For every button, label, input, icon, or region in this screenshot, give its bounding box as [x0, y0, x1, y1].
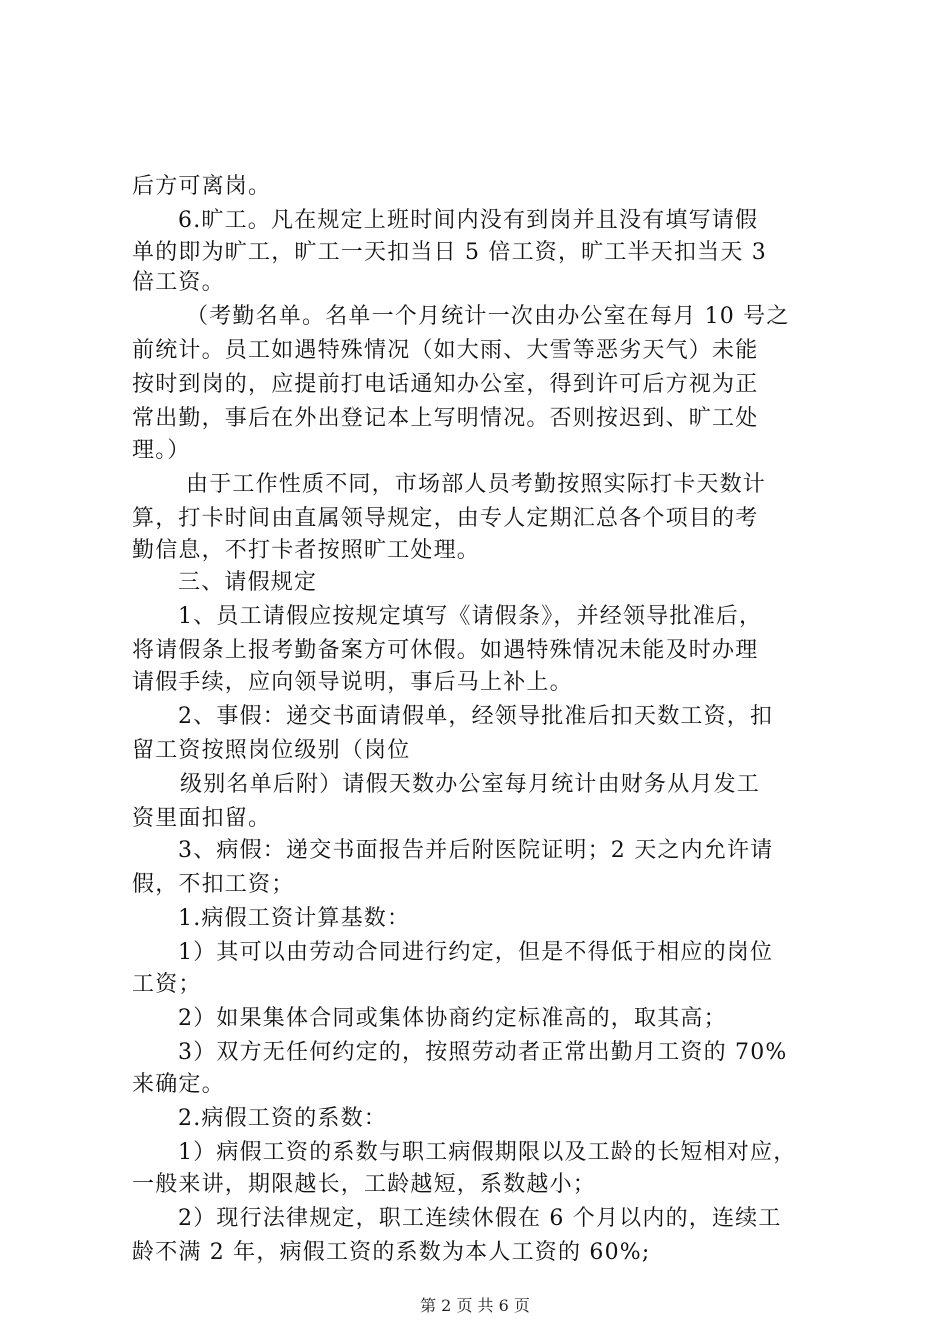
text-line: 后方可离岗。 [132, 174, 272, 199]
text-line: 由于工作性质不同，市场部人员考勤按照实际打卡天数计 [186, 472, 767, 497]
text-line: 3、病假：递交书面报告并后附医院证明；2 天之内允许请 [178, 838, 774, 863]
section-heading: 三、请假规定 [178, 570, 318, 595]
text-line: 单的即为旷工，旷工一天扣当日 5 倍工资，旷工半天扣当天 3 [132, 240, 767, 265]
text-line: 1、员工请假应按规定填写《请假条》，并经领导批准后， [178, 604, 763, 629]
text-line: 2）如果集体合同或集体协商约定标准高的，取其高； [178, 1006, 727, 1031]
text-line: 工资； [132, 972, 202, 997]
text-line: 勤信息，不打卡者按照旷工处理。 [132, 538, 481, 563]
text-line: 将请假条上报考勤备案方可休假。如遇特殊情况未能及时办理 [132, 638, 759, 663]
text-line: 2、事假：递交书面请假单，经领导批准后扣天数工资，扣 [178, 704, 774, 729]
text-line: 2）现行法律规定，职工连续休假在 6 个月以内的，连续工 [178, 1206, 782, 1231]
text-line: 龄不满 2 年，病假工资的系数为本人工资的 60%; [132, 1240, 651, 1265]
text-line: 一般来讲，期限越长，工龄越短，系数越小； [132, 1172, 597, 1197]
text-line: 1）病假工资的系数与职工病假期限以及工龄的长短相对应， [178, 1140, 797, 1165]
text-line: 1）其可以由劳动合同进行约定，但是不得低于相应的岗位 [178, 940, 774, 965]
text-line: 3）双方无任何约定的，按照劳动者正常出勤月工资的 70% [178, 1040, 788, 1065]
text-line: 资里面扣留。 [132, 806, 272, 831]
page-indicator: 第 2 页 共 6 页 [420, 1296, 530, 1315]
subheading: 1.病假工资计算基数： [178, 906, 411, 931]
text-line: 留工资按照岗位级别（岗位 [132, 738, 411, 763]
text-line: 常出勤，事后在外出登记本上写明情况。否则按迟到、旷工处 [132, 406, 759, 431]
text-line: 级别名单后附）请假天数办公室每月统计由财务从月发工 [180, 772, 761, 797]
text-line: 倍工资。 [132, 270, 225, 295]
text-line: 请假手续，应向领导说明，事后马上补上。 [132, 670, 573, 695]
text-line: 算，打卡时间由直属领导规定，由专人定期汇总各个项目的考 [132, 506, 759, 531]
text-line: 假，不扣工资； [132, 872, 295, 897]
text-line: 理。） [132, 438, 191, 463]
text-line: （考勤名单。名单一个月统计一次由办公室在每月 10 号之 [186, 304, 790, 329]
text-line: 按时到岗的，应提前打电话通知办公室，得到许可后方视为正 [132, 372, 759, 397]
text-line: 6.旷工。凡在规定上班时间内没有到岗并且没有填写请假 [178, 208, 759, 233]
subheading: 2.病假工资的系数： [178, 1106, 387, 1131]
text-line: 来确定。 [132, 1072, 225, 1097]
text-line: 前统计。员工如遇特殊情况（如大雨、大雪等恶劣天气）未能 [132, 338, 759, 363]
